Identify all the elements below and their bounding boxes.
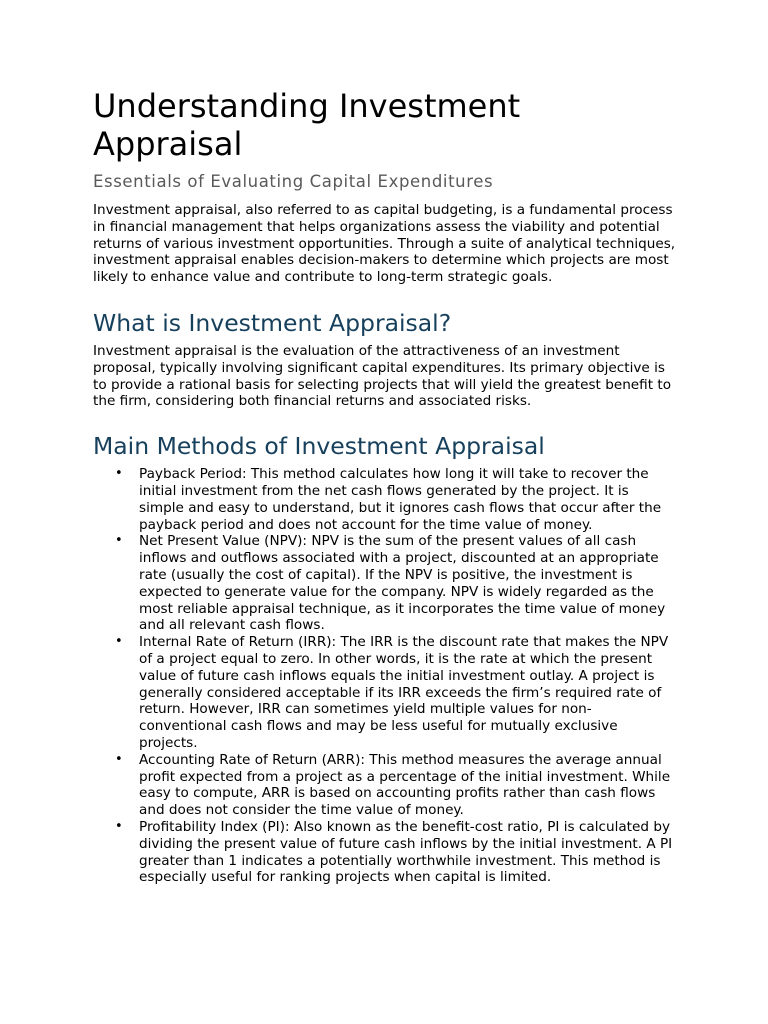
section-heading-what-is: What is Investment Appraisal? [93,308,452,337]
list-item [93,533,677,634]
list-item-text: Accounting Rate of Return (ARR): This method measures the average annual profit expected from a project as a percentage of the initial investment. While easy to compute, ARR is based on accounting profits rather than cash flows and does not consider the time value of money. [139,751,671,819]
list-item-text: Internal Rate of Return (IRR): The IRR is the discount rate that makes the NPV of a project equal to zero. In other words, it is the rate at which the present value of future cash inflows equals the initial investment outlay. A project is generally considered acceptable if its IRR exceeds the firm’s required rate of return. However, IRR can sometimes yield multiple values for non-conventional cash flows and may be less useful for mutually exclusive projects. [139,634,669,751]
list-item-text: Payback Period: This method calculates how long it will take to recover the initial investment from the net cash flows generated by the project. It is simple and easy to understand, but it ignores cash flows that occur after the payback period and does not account for the time value of money. [139,466,662,533]
list-item-text: Net Present Value (NPV): NPV is the sum of the present values of all cash inflows and outflows associated with a project, discounted at an appropriate rate (usually the cost of capital). If the NPV is positive, the investment is expected to generate value for the company. NPV is widely regarded as the most reliable appraisal technique, as it incorporates the time value of money and all relevant cash flows. [139,533,666,634]
document-subtitle: Essentials of Evaluating Capital Expenditures [93,172,494,191]
intro-paragraph: Investment appraisal, also referred to as capital budgeting, is a fundamental process in financial management that helps organizations assess the viability and potential returns of various investment opportunities. Through a suite of analytical techniques, investment appraisal enables decision-makers to determine which projects are most likely to enhance value and contribute to long-term strategic goals. [93,202,676,286]
list-item [93,634,677,752]
document-page [93,87,677,886]
bullet-icon: • [115,533,123,549]
list-item [93,466,677,533]
bullet-icon: • [115,466,123,482]
bullet-icon: • [115,818,123,834]
section-heading-methods: Main Methods of Investment Appraisal [93,432,545,461]
list-item [93,819,677,886]
section-paragraph-what-is: Investment appraisal is the evaluation of the attractiveness of an investment proposal, typically involving significant capital expenditures. Its primary objective is to provide a rational basis for selecting projects that will yield the greatest benefit to the firm, considering both financial returns and associated risks. [93,342,672,410]
list-item-text: Profitability Index (PI): Also known as the benefit-cost ratio, PI is calculated by dividing the present value of future cash inflows by the initial investment. A PI greater than 1 indicates a potentially worthwhile investment. This method is especially useful for ranking projects when capital is limited. [139,818,673,886]
list-item [93,752,677,819]
bullet-icon: • [115,634,123,650]
bullet-icon: • [115,751,123,767]
methods-list [93,466,677,886]
document-title: Understanding Investment Appraisal [93,87,521,163]
